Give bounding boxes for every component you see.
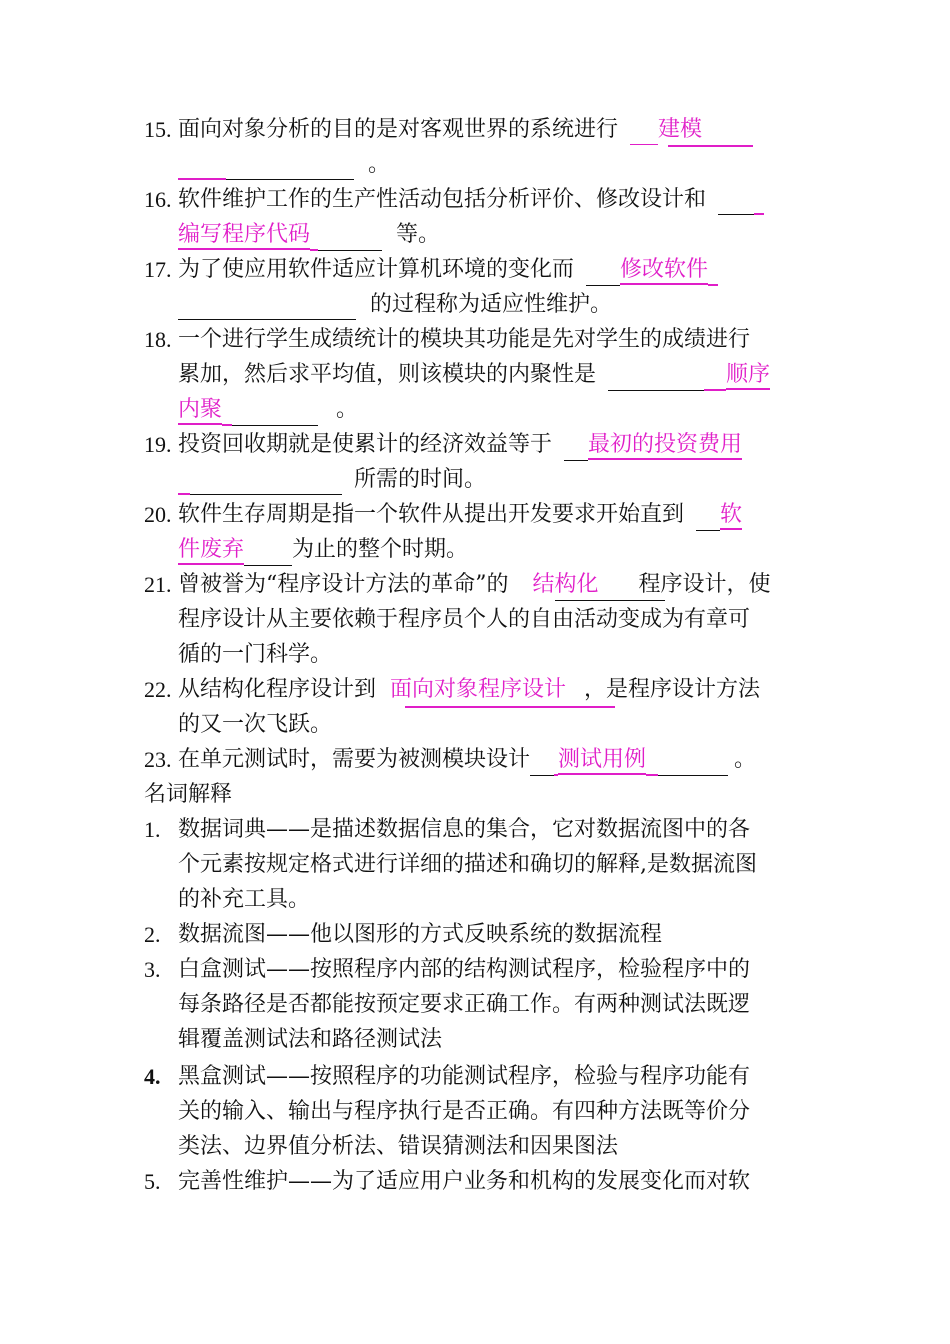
- term-text: 完善性维护——为了适应用户业务和机构的发展变化而对软: [178, 1169, 751, 1194]
- question-text-cont: 所需的时间。: [178, 465, 486, 495]
- term-text-cont: 的补充工具。: [178, 887, 311, 912]
- term-number: 3.: [144, 957, 161, 982]
- term-text: 数据词典——是描述数据信息的集合，它对数据流图中的各: [178, 817, 751, 842]
- term-number: 4.: [144, 1064, 161, 1089]
- answer-underline: [668, 145, 753, 147]
- question-text: 为了使应用软件适应计算机环境的变化而 修改软件: [178, 255, 718, 285]
- question-text: 面向对象分析的目的是对客观世界的系统进行 建模: [178, 115, 702, 145]
- term-text-cont: 辑覆盖测试法和路径测试法: [178, 1027, 443, 1052]
- answer-text: 顺序: [726, 362, 770, 390]
- answer-text: 修改软件: [620, 257, 708, 285]
- term-text-cont: 每条路径是否都能按预定要求正确工作。有两种测试法既逻: [178, 992, 751, 1017]
- answer-text: 内聚: [178, 397, 222, 425]
- term-number: 2.: [144, 922, 161, 947]
- term-text-cont: 关的输入、输出与程序执行是否正确。有四种方法既等价分: [178, 1099, 751, 1124]
- question-number: 15.: [144, 117, 172, 142]
- term-text: 黑盒测试——按照程序的功能测试程序，检验与程序功能有: [178, 1064, 751, 1089]
- question-number: 22.: [144, 677, 172, 702]
- term-text: 白盒测试——按照程序内部的结构测试程序，检验程序中的: [178, 957, 751, 982]
- answer-text: 结构化: [532, 572, 599, 597]
- question-text: 软件生存周期是指一个软件从提出开发要求开始直到 软: [178, 500, 742, 530]
- answer-underline: [555, 600, 665, 601]
- answer-text: 面向对象程序设计: [390, 677, 567, 702]
- question-text-cont: 的又一次飞跃。: [178, 712, 333, 737]
- question-text-cont: 编写程序代码 等。: [178, 220, 440, 250]
- answer-underline: [405, 706, 615, 708]
- question-number: 21.: [144, 572, 172, 597]
- question-number: 20.: [144, 502, 172, 527]
- answer-text: 软: [720, 502, 742, 530]
- question-number: 18.: [144, 327, 172, 352]
- question-text: 曾被誉为“程序设计方法的革命”的 结构化 程序设计，使: [178, 572, 771, 597]
- question-text: 在单元测试时，需要为被测模块设计 测试用例 。: [178, 745, 756, 775]
- question-text-cont: 的过程称为适应性维护。: [178, 290, 612, 320]
- question-text-cont: 累加，然后求平均值，则该模块的内聚性是 顺序: [178, 360, 770, 390]
- question-number: 23.: [144, 747, 172, 772]
- question-number: 16.: [144, 187, 172, 212]
- question-number: 17.: [144, 257, 172, 282]
- term-text: 数据流图——他以图形的方式反映系统的数据流程: [178, 922, 663, 947]
- answer-text: 测试用例: [558, 747, 646, 775]
- term-text-cont: 个元素按规定格式进行详细的描述和确切的解释,是数据流图: [178, 852, 757, 877]
- answer-text: 编写程序代码: [178, 222, 310, 250]
- question-text-cont: 件废弃 为止的整个时期。: [178, 535, 468, 565]
- question-text: 投资回收期就是使累计的经济效益等于 最初的投资费用: [178, 430, 742, 460]
- answer-text: 最初的投资费用: [588, 432, 742, 460]
- section-title: 名词解释: [144, 782, 233, 807]
- answer-text: 件废弃: [178, 537, 244, 565]
- question-text-cont: 。: [178, 150, 390, 180]
- term-text-cont: 类法、边界值分析法、错误猜测法和因果图法: [178, 1134, 619, 1159]
- question-text: 软件维护工作的生产性活动包括分析评价、修改设计和: [178, 185, 764, 215]
- question-text-cont: 内聚 。: [178, 395, 358, 425]
- question-text: 从结构化程序设计到 面向对象程序设计 ，是程序设计方法: [178, 677, 761, 702]
- question-text: 一个进行学生成绩统计的模块其功能是先对学生的成绩进行: [178, 327, 751, 352]
- answer-text: 建模: [658, 117, 703, 142]
- question-text-cont: 循的一门科学。: [178, 642, 333, 667]
- question-number: 19.: [144, 432, 172, 457]
- term-number: 1.: [144, 817, 161, 842]
- term-number: 5.: [144, 1169, 161, 1194]
- question-text-cont: 程序设计从主要依赖于程序员个人的自由活动变成为有章可: [178, 607, 751, 632]
